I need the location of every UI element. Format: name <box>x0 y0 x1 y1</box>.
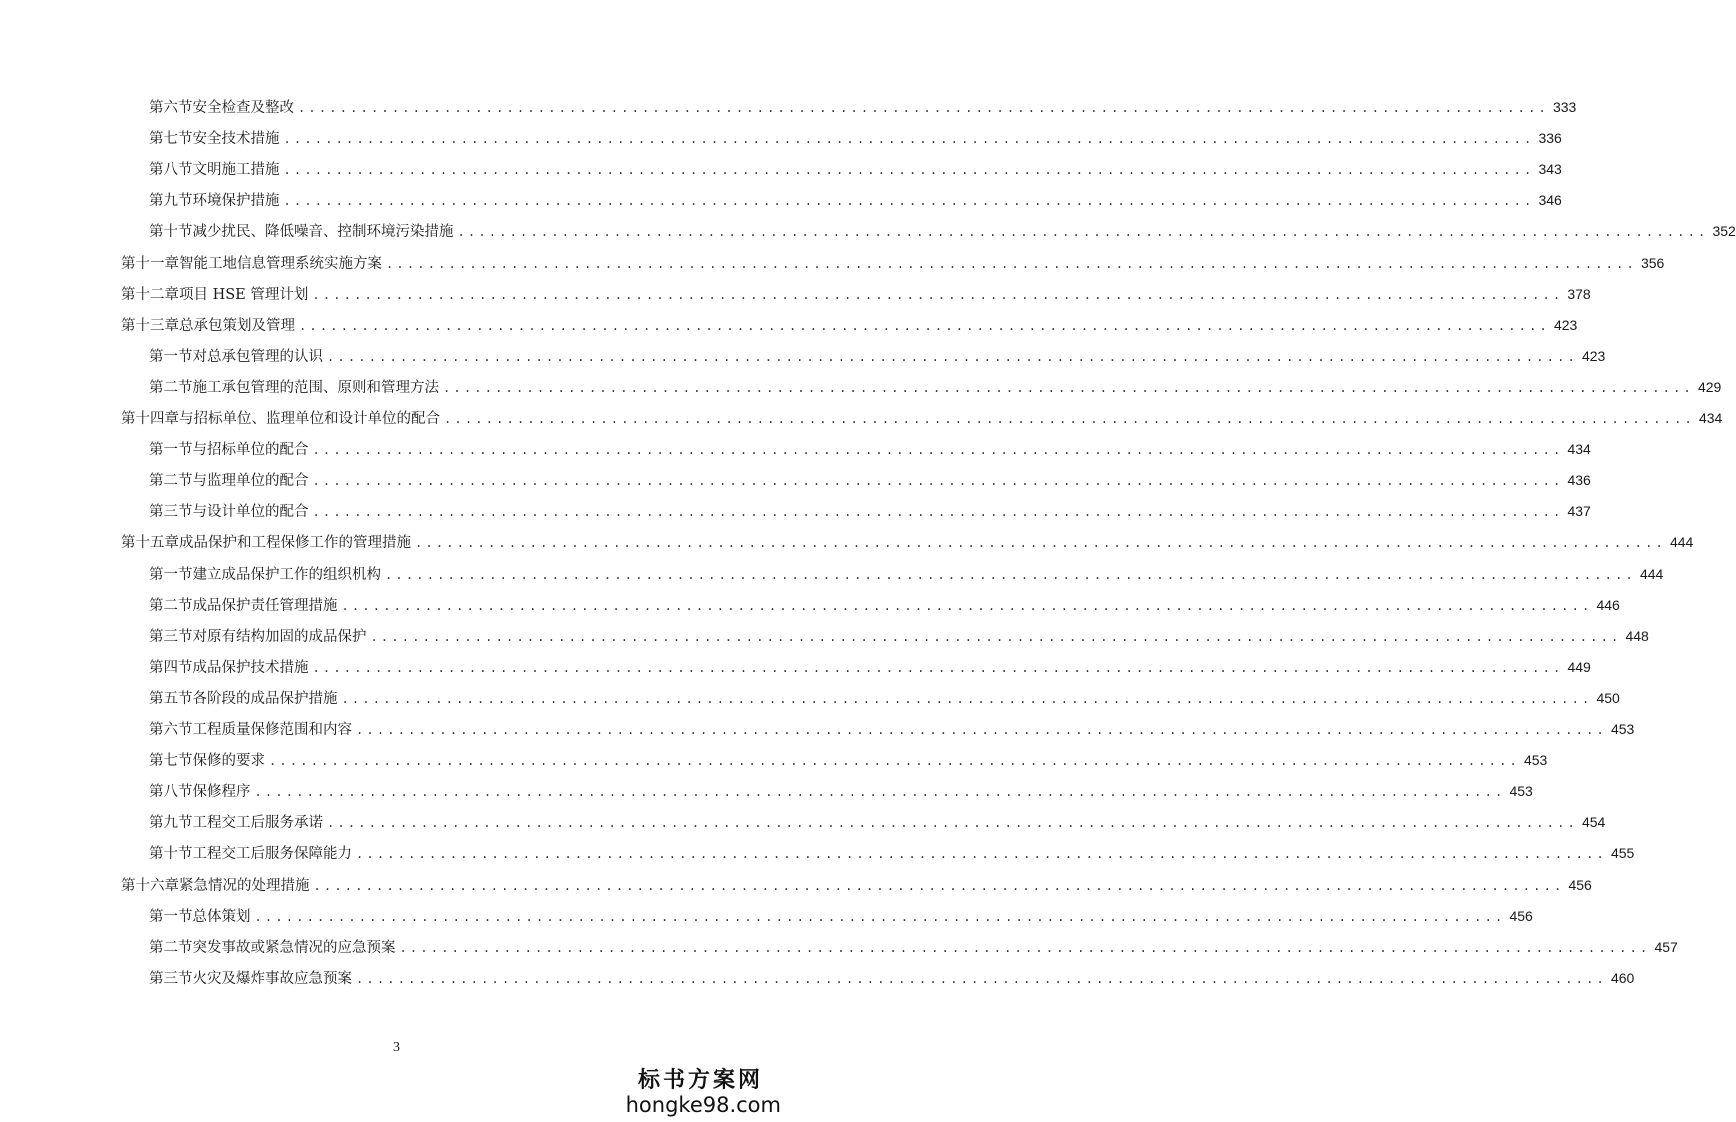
toc-chapter-row[interactable] <box>121 314 1578 336</box>
toc-dot-leader: ........................................................................................................................ <box>269 754 1520 769</box>
toc-entry-page: 333 <box>1552 99 1577 115</box>
toc-entry-page: 444 <box>1669 534 1694 551</box>
toc-section-row[interactable] <box>149 811 1606 833</box>
toc-dot-leader: ........................................................................................................................ <box>457 225 1709 240</box>
toc-section-row[interactable] <box>149 563 1664 585</box>
toc-entry-page: 434 <box>1567 441 1591 458</box>
toc-entry-title: 与招标单位的配合 <box>192 442 309 459</box>
toc-section-row[interactable] <box>149 376 1722 398</box>
toc-chapter-row[interactable] <box>121 252 1665 274</box>
toc-section-row[interactable] <box>149 656 1591 678</box>
toc-entry-number: 第四节 <box>149 659 193 676</box>
watermark-logo <box>621 1068 781 1118</box>
toc-entry-title: 火灾及爆炸事故应急预案 <box>192 970 352 987</box>
toc-entry-page: 460 <box>1610 969 1635 986</box>
toc-entry-number: 第一节 <box>149 908 193 925</box>
toc-dot-leader: ........................................................................................................................ <box>254 785 1506 800</box>
toc-dot-leader: ........................................................................................................................ <box>312 474 1564 489</box>
toc-entry-page: 356 <box>1640 254 1665 271</box>
toc-section-row[interactable] <box>149 96 1577 118</box>
toc-entry-number: 第一节 <box>149 566 193 583</box>
toc-entry-page: 429 <box>1697 378 1722 395</box>
toc-section-row[interactable] <box>149 189 1562 211</box>
toc-entry-title: 文明施工措施 <box>192 162 280 179</box>
toc-chapter-row[interactable] <box>121 407 1723 429</box>
toc-entry-number: 第九节 <box>149 815 193 832</box>
toc-dot-leader: ........................................................................................................................ <box>312 443 1564 458</box>
toc-entry-title: 工程交工后服务保障能力 <box>192 846 352 863</box>
toc-dot-leader: ........................................................................................................................ <box>312 660 1564 675</box>
toc-entry-title: 保修程序 <box>192 784 251 801</box>
toc-chapter-row[interactable] <box>121 283 1591 305</box>
toc-section-row[interactable] <box>149 220 1736 242</box>
toc-entry-number: 第十节 <box>149 846 193 863</box>
toc-section-row[interactable] <box>149 594 1620 616</box>
toc-dot-leader: ........................................................................................................................ <box>312 505 1564 520</box>
toc-entry-title: 对总承包管理的认识 <box>192 348 323 365</box>
toc-entry-page: 378 <box>1567 285 1591 302</box>
toc-dot-leader: ........................................................................................................................ <box>356 847 1607 862</box>
toc-entry-number: 第二节 <box>149 939 193 956</box>
toc-chapter-row[interactable] <box>121 874 1592 896</box>
toc-entry-title: 安全检查及整改 <box>192 100 294 116</box>
toc-entry-title: 环境保护措施 <box>192 193 280 210</box>
toc-dot-leader: ........................................................................................................................ <box>341 598 1593 613</box>
toc-section-row[interactable] <box>149 718 1635 740</box>
toc-entry-title: 成品保护责任管理措施 <box>192 597 338 614</box>
toc-dot-leader: ........................................................................................................................ <box>415 536 1666 551</box>
toc-dot-leader: ........................................................................................................................ <box>299 318 1550 333</box>
toc-entry-number: 第十五章 <box>121 535 179 552</box>
toc-dot-leader: ........................................................................................................................ <box>254 909 1506 924</box>
toc-dot-leader: ........................................................................................................................ <box>312 287 1564 302</box>
toc-entry-page: 453 <box>1523 752 1548 769</box>
toc-dot-leader: ........................................................................................................................ <box>443 380 1694 395</box>
toc-section-row[interactable] <box>149 345 1606 367</box>
toc-dot-leader: ........................................................................................................................ <box>341 691 1593 706</box>
toc-entry-number: 第五节 <box>149 690 193 707</box>
toc-section-row[interactable] <box>149 967 1635 989</box>
toc-chapter-row[interactable] <box>121 531 1694 553</box>
toc-section-row[interactable] <box>149 936 1678 958</box>
toc-dot-leader: ........................................................................................................................ <box>298 101 1549 115</box>
toc-entry-number: 第二节 <box>149 597 193 614</box>
toc-entry-page: 455 <box>1610 845 1635 862</box>
watermark-site-name: 标书方案网 <box>637 1067 763 1093</box>
toc-dot-leader: ........................................................................................................................ <box>283 194 1535 209</box>
toc-section-row[interactable] <box>149 749 1548 771</box>
page-number: 3 <box>393 1040 400 1055</box>
toc-dot-leader: ........................................................................................................................ <box>399 940 1651 955</box>
toc-entry-number: 第十节 <box>149 224 193 241</box>
toc-dot-leader: ........................................................................................................................ <box>370 629 1622 644</box>
toc-section-row[interactable] <box>149 625 1649 647</box>
toc-entry-number: 第十一章 <box>121 255 179 272</box>
toc-entry-title: 突发事故或紧急情况的应急预案 <box>192 939 396 956</box>
toc-dot-leader: ........................................................................................................................ <box>356 723 1607 737</box>
toc-dot-leader: ........................................................................................................................ <box>444 412 1695 426</box>
toc-entry-title: 与招标单位、监理单位和设计单位的配合 <box>179 411 440 427</box>
toc-entry-page: 423 <box>1553 316 1578 333</box>
toc-entry-title: 紧急情况的处理措施 <box>179 877 310 894</box>
toc-entry-page: 346 <box>1538 192 1562 209</box>
toc-entry-title: 成品保护技术措施 <box>192 659 309 676</box>
toc-entry-page: 446 <box>1596 596 1620 613</box>
toc-entry-number: 第十三章 <box>121 317 179 334</box>
toc-entry-title: 工程质量保修范围和内容 <box>192 722 352 738</box>
toc-entry-page: 448 <box>1625 627 1649 644</box>
toc-dot-leader: ........................................................................................................................ <box>283 132 1535 147</box>
toc-entry-page: 423 <box>1581 347 1606 364</box>
toc-entry-number: 第三节 <box>149 504 193 521</box>
toc-entry-number: 第一节 <box>149 442 193 459</box>
toc-entry-number: 第六节 <box>149 100 193 116</box>
toc-entry-page: 352 <box>1712 223 1736 240</box>
toc-entry-title: 项目 HSE 管理计划 <box>179 286 309 303</box>
toc-section-row[interactable] <box>149 687 1620 709</box>
toc-entry-number: 第六节 <box>149 722 193 738</box>
toc-entry-number: 第二节 <box>149 473 193 490</box>
toc-section-row[interactable] <box>149 127 1562 149</box>
toc-entry-page: 453 <box>1610 721 1635 737</box>
toc-entry-title: 保修的要求 <box>192 753 265 770</box>
toc-section-row[interactable] <box>149 469 1591 491</box>
toc-entry-title: 与设计单位的配合 <box>192 504 309 521</box>
toc-entry-title: 安全技术措施 <box>192 131 280 148</box>
toc-entry-page: 450 <box>1596 689 1620 706</box>
toc-entry-number: 第三节 <box>149 970 193 987</box>
toc-section-row[interactable] <box>149 905 1533 927</box>
toc-entry-number: 第九节 <box>149 193 193 210</box>
toc-entry-title: 施工承包管理的范围、原则和管理方法 <box>192 379 439 396</box>
toc-entry-title: 对原有结构加固的成品保护 <box>192 628 367 645</box>
toc-section-row[interactable] <box>149 438 1591 460</box>
toc-entry-page: 454 <box>1581 814 1606 831</box>
toc-section-row[interactable] <box>149 842 1635 864</box>
toc-entry-title: 智能工地信息管理系统实施方案 <box>179 255 382 272</box>
toc-entry-number: 第十六章 <box>121 877 179 894</box>
toc-dot-leader: ........................................................................................................................ <box>356 971 1607 986</box>
toc-entry-number: 第一节 <box>149 348 193 365</box>
toc-entry-title: 与监理单位的配合 <box>192 473 309 490</box>
toc-entry-page: 457 <box>1654 938 1678 955</box>
toc-entry-number: 第八节 <box>149 162 193 179</box>
toc-dot-leader: ........................................................................................................................ <box>327 349 1578 364</box>
toc-entry-title: 工程交工后服务承诺 <box>192 815 323 832</box>
toc-entry-page: 449 <box>1567 658 1591 675</box>
toc-entry-page: 453 <box>1509 783 1533 800</box>
toc-entry-title: 成品保护和工程保修工作的管理措施 <box>179 535 411 552</box>
watermark-url: hongke98.com <box>625 1093 781 1117</box>
toc-entry-page: 436 <box>1567 472 1591 489</box>
toc-dot-leader: ........................................................................................................................ <box>313 878 1565 893</box>
toc-entry-number: 第七节 <box>149 131 193 148</box>
toc-section-row[interactable] <box>149 500 1591 522</box>
toc-entry-page: 336 <box>1538 130 1562 147</box>
toc-entry-number: 第十四章 <box>121 411 179 427</box>
toc-entry-page: 434 <box>1698 410 1723 426</box>
toc-entry-number: 第三节 <box>149 628 193 645</box>
toc-dot-leader: ........................................................................................................................ <box>386 256 1637 271</box>
toc-entry-page: 437 <box>1567 503 1591 520</box>
toc-entry-number: 第十二章 <box>121 286 179 303</box>
toc-entry-title: 减少扰民、降低噪音、控制环境污染措施 <box>192 224 454 241</box>
toc-entry-page: 456 <box>1509 907 1533 924</box>
toc-entry-title: 总承包策划及管理 <box>179 317 295 334</box>
toc-dot-leader: ........................................................................................................................ <box>385 567 1636 582</box>
toc-entry-number: 第七节 <box>149 753 193 770</box>
toc-dot-leader: ........................................................................................................................ <box>283 163 1535 178</box>
toc-dot-leader: ........................................................................................................................ <box>327 816 1578 831</box>
toc-entry-title: 建立成品保护工作的组织机构 <box>192 566 381 583</box>
toc-entry-page: 343 <box>1538 161 1562 178</box>
toc-entry-page: 444 <box>1639 565 1664 582</box>
toc-entry-title: 各阶段的成品保护措施 <box>192 690 338 707</box>
toc-entry-number: 第二节 <box>149 379 193 396</box>
toc-entry-page: 456 <box>1568 876 1592 893</box>
toc-entry-number: 第八节 <box>149 784 193 801</box>
toc-section-row[interactable] <box>149 158 1562 180</box>
toc-section-row[interactable] <box>149 780 1533 802</box>
toc-entry-title: 总体策划 <box>192 908 251 925</box>
